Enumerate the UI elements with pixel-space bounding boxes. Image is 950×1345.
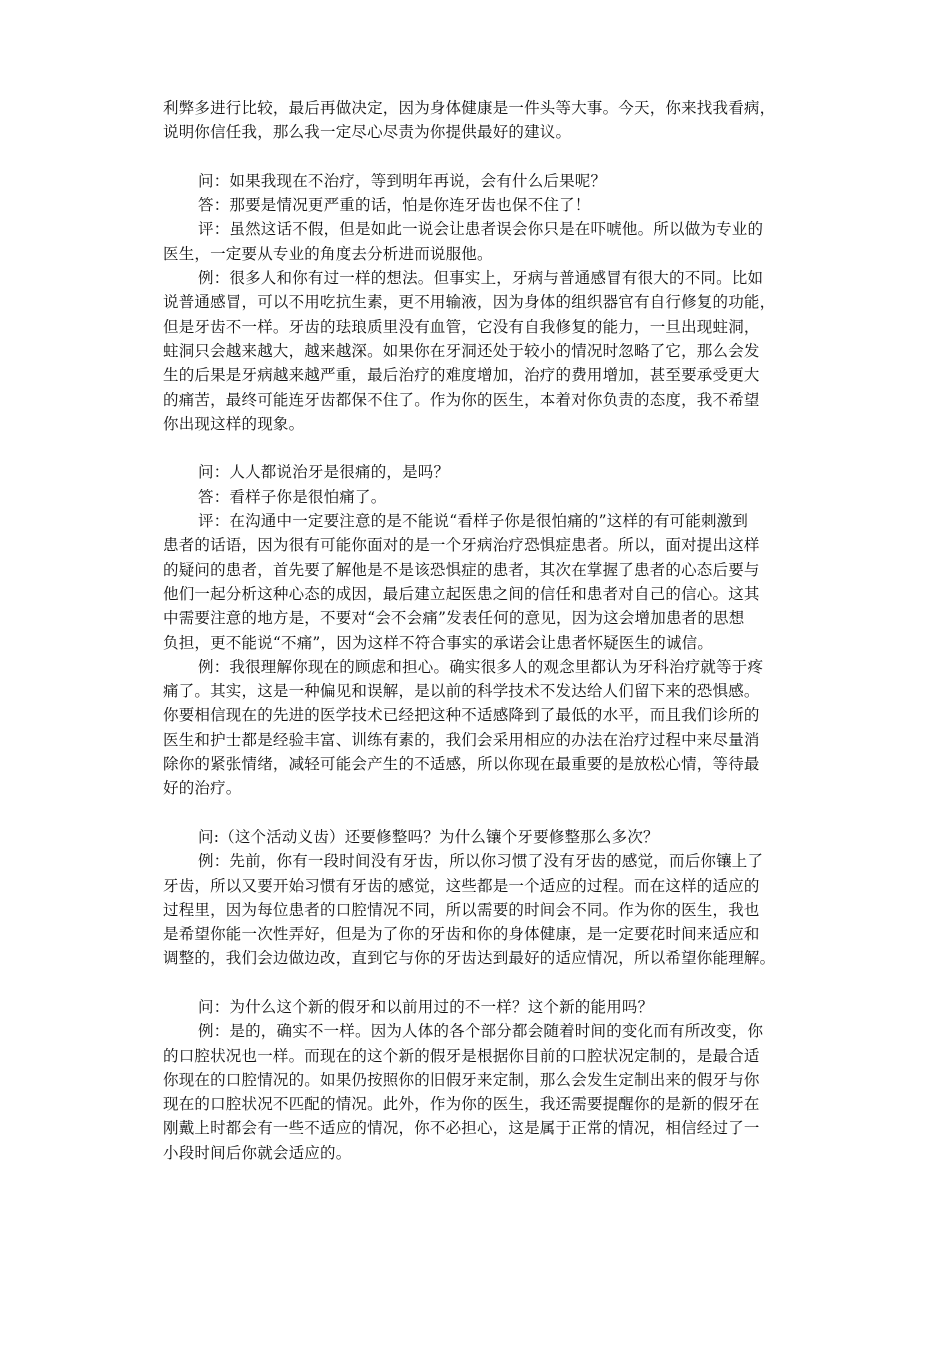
paragraph-line: 除你的紧张情绪，减轻可能会产生的不适感，所以你现在最重要的是放松心情，等待最	[163, 755, 760, 774]
paragraph-line: 过程里，因为每位患者的口腔情况不同，所以需要的时间会不同。作为你的医生，我也	[163, 900, 760, 919]
example-line: 例：先前，你有一段时间没有牙齿，所以你习惯了没有牙齿的感觉，而后你镶上了	[198, 852, 764, 871]
example-line: 例：我很理解你现在的顾虑和担心。确实很多人的观念里都认为牙科治疗就等于疼	[198, 657, 764, 676]
question-line: 问：如果我现在不治疗，等到明年再说，会有什么后果呢？	[198, 171, 607, 190]
paragraph-gap	[151, 801, 816, 825]
paragraph-line: 负担，更不能说“不痛”，因为这样不符合事实的承诺会让患者怀疑医生的诚信。	[163, 633, 714, 652]
paragraph-line: 生的后果是牙病越来越严重，最后治疗的难度增加，治疗的费用增加，甚至要承受更大	[163, 366, 760, 385]
paragraph-line: 说明你信任我，那么我一定尽心尽责为你提供最好的建议。	[163, 123, 572, 142]
question-line: 问:（这个活动义齿）还要修整吗？为什么镶个牙要修整那么多次？	[198, 827, 659, 846]
paragraph-line: 调整的，我们会边做边改，直到它与你的牙齿达到最好的适应情况，所以希望你能理解。	[163, 949, 776, 968]
paragraph-line: 蛀洞只会越来越大，越来越深。如果你在牙洞还处于较小的情况时忽略了它，那么会发	[163, 341, 760, 360]
paragraph-line: 医生，一定要从专业的角度去分析进而说服他。	[163, 244, 493, 263]
paragraph-line: 牙齿，所以又要开始习惯有牙齿的感觉，这些都是一个适应的过程。而在这样的适应的	[163, 876, 760, 895]
comment-line: 评：在沟通中一定要注意的是不能说“看样子你是很怕痛的”这样的有可能刺激到	[198, 512, 749, 531]
answer-line: 答：那要是情况更严重的话，怕是你连牙齿也保不住了！	[198, 196, 591, 215]
paragraph-gap	[151, 971, 816, 995]
question-line: 问：人人都说治牙是很痛的，是吗？	[198, 463, 450, 482]
paragraph-line: 中需要注意的地方是，不要对“会不会痛”发表任何的意见，因为这会增加患者的思想	[163, 609, 745, 628]
paragraph-line: 痛了。其实，这是一种偏见和误解，是以前的科学技术不发达给人们留下来的恐惧感。	[163, 682, 760, 701]
paragraph-gap	[151, 145, 816, 169]
paragraph-line: 是希望你能一次性弄好，但是为了你的牙齿和你的身体健康，是一定要花时间来适应和	[163, 925, 760, 944]
paragraph-line: 刚戴上时都会有一些不适应的情况，你不必担心，这是属于正常的情况，相信经过了一	[163, 1119, 760, 1138]
paragraph-line: 的痛苦，最终可能连牙齿都保不住了。作为你的医生，本着对你负责的态度，我不希望	[163, 390, 760, 409]
paragraph-line: 你要相信现在的先进的医学技术已经把这种不适感降到了最低的水平，而且我们诊所的	[163, 706, 760, 725]
paragraph-line: 说普通感冒，可以不用吃抗生素，更不用输液，因为身体的组织器官有自行修复的功能，	[163, 293, 776, 312]
example-line: 例：是的，确实不一样。因为人体的各个部分都会随着时间的变化而有所改变，你	[198, 1022, 764, 1041]
paragraph-line: 但是牙齿不一样。牙齿的珐琅质里没有血管，它没有自我修复的能力，一旦出现蛀洞，	[163, 317, 760, 336]
paragraph-line: 医生和护士都是经验丰富、训练有素的，我们会采用相应的办法在治疗过程中来尽量消	[163, 730, 760, 749]
paragraph-line: 小段时间后你就会适应的。	[163, 1143, 352, 1162]
example-line: 例：很多人和你有过一样的想法。但事实上，牙病与普通感冒有很大的不同。比如	[198, 269, 764, 288]
paragraph-line: 的疑问的患者，首先要了解他是不是该恐惧症的患者，其次在掌握了患者的心态后要与	[163, 560, 760, 579]
paragraph-line: 的口腔状况也一样。而现在的这个新的假牙是根据你目前的口腔状况定制的，是最合适	[163, 1046, 760, 1065]
paragraph-gap	[151, 436, 816, 460]
comment-line: 评：虽然这话不假，但是如此一说会让患者误会你只是在吓唬他。所以做为专业的	[198, 220, 764, 239]
paragraph-line: 他们一起分析这种心态的成因，最后建立起医患之间的信任和患者对自己的信心。这其	[163, 584, 760, 603]
paragraph-line: 利弊多进行比较，最后再做决定，因为身体健康是一件头等大事。今天，你来找我看病，	[163, 99, 776, 117]
paragraph-line: 好的治疗。	[163, 779, 242, 798]
paragraph-line: 现在的口腔状况不匹配的情况。此外，作为你的医生，我还需要提醒你的是新的假牙在	[163, 1095, 760, 1114]
paragraph-line: 患者的话语，因为很有可能你面对的是一个牙病治疗恐惧症患者。所以，面对提出这样	[163, 536, 760, 555]
answer-line: 答：看样子你是很怕痛了。	[198, 487, 387, 506]
paragraph-line: 你现在的口腔情况的。如果仍按照你的旧假牙来定制，那么会发生定制出来的假牙与你	[163, 1070, 760, 1089]
document-body	[151, 96, 816, 1165]
paragraph-line: 你出现这样的现象。	[163, 414, 305, 433]
question-line: 问：为什么这个新的假牙和以前用过的不一样？这个新的能用吗？	[198, 997, 654, 1016]
